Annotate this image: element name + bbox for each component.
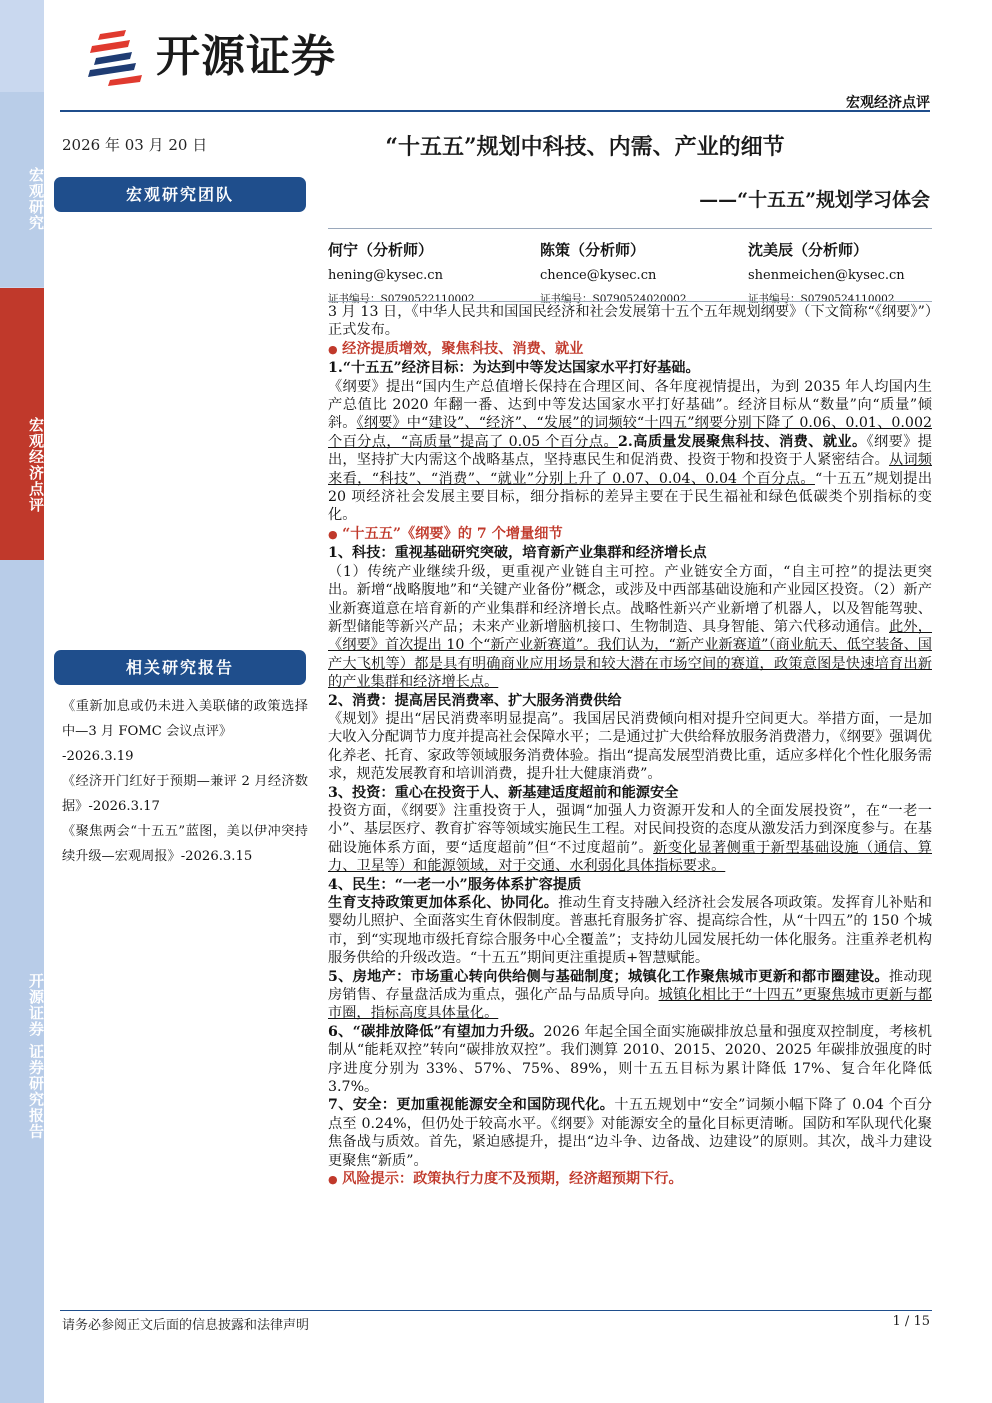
bullet-icon: ● [328, 527, 338, 541]
report-type-label: 宏观经济点评 [846, 95, 930, 111]
section-heading: ● “十五五”《纲要》的 7 个增量细节 [328, 525, 563, 542]
logo-mark-icon [86, 30, 148, 86]
section-heading: ● 经济提质增效，聚焦科技、消费、就业 [328, 340, 584, 357]
page-subtitle: ——“十五五”规划学习体会 [699, 189, 930, 211]
related-report-link[interactable]: 《重新加息或仍未进入美联储的政策选择中—3 月 FOMC 会议点评》 -2026.3.19 [62, 699, 308, 764]
footer-divider [60, 1310, 932, 1311]
author-name: 何宁（分析师） [328, 241, 434, 259]
strip-label-macro-research: 宏观研究 [0, 92, 44, 287]
body-paragraph: 7、安全：更加重视能源安全和国防现代化。十五五规划中“安全”词频小幅下降了 0.04 个百分点至 0.24%，但仍处于较高水平。《纲要》对能源安全的量化目标更清晰。国防和军队现代化聚焦备战与质效。首先，紧迫感提升，提出“边斗争、边备战、边建设”的原则。其次，战斗力建设更聚焦“新质”。 [328, 1097, 932, 1169]
page-number: 1 / 15 [892, 1314, 930, 1329]
author-cert: 证书编号：S0790524110002 [748, 293, 895, 305]
subsection-title: 1.“十五五”经济目标：为达到中等发达国家水平打好基础。 [328, 360, 700, 377]
strip-label-brand: 开源证券 证券研究报告 [0, 560, 44, 1403]
author-card [748, 240, 948, 306]
risk-warning: ● 风险提示：政策执行力度不及预期，经济超预期下行。 [328, 1171, 683, 1188]
company-logo [86, 28, 386, 90]
footer-disclaimer: 请务必参阅正文后面的信息披露和法律声明 [62, 1318, 310, 1333]
team-banner: 宏观研究团队 [54, 177, 306, 212]
intro-paragraph: 3 月 13 日，《中华人民共和国国民经济和社会发展第十五个五年规划纲要》（下文简称“《纲要》”）正式发布。 [328, 304, 932, 339]
author-email[interactable]: chence@kysec.cn [540, 268, 657, 283]
header-divider [60, 110, 930, 112]
related-research-banner: 相关研究报告 [54, 650, 306, 685]
author-card [328, 240, 528, 306]
body-paragraph: （1）传统产业继续升级，更重视产业链自主可控。产业链安全方面，“自主可控”的提法更突出。新增“战略腹地”和“关键产业备份”概念，或涉及中西部基础设施和产业园区投资。（2）新产业新赛道意在培育新的产业集群和经济增长点。战略性新兴产业新增了机器人，以及智能驾驶、新型储能等新兴产品；未来产业新增脑机接口、生物制造、具身智能、第六代移动通信。此外，《纲要》首次提出 10 个“新产业新赛道”。我们认为，“新产业新赛道”（商业航天、低空装备、国产大飞机等）都是具有明确商业应用场景和较大潜在市场空间的赛道，政策意图是快速培育出新的产业集群和经济增长点。 [328, 563, 932, 691]
subsection-title: 1、科技：重视基础研究突破，培育新产业集群和经济增长点 [328, 545, 707, 562]
author-name: 陈策（分析师） [540, 241, 646, 259]
subsection-title: 2、消费：提高居民消费率、扩大服务消费供给 [328, 692, 622, 709]
bullet-icon: ● [328, 342, 338, 356]
body-paragraph: 《纲要》提出“国内生产总值增长保持在合理区间、各年度视情提出，为到 2035 年人均国内生产总值比 2020 年翻一番、达到中等发达国家水平打好基础”。经济目标从“数量”向“质量”倾斜。《纲要》中“建设”、“经济”、“发展”的词频较“十四五”纲要分别下降了 0.06、0.01、0.002 个百分点，“高质量”提高了 0.05 个百分点。2.高质量发展聚焦科技、消费、就业。《纲要》提出，坚持扩大内需这个战略基点，坚持惠民生和促消费、投资于物和投资于人紧密结合。从词频来看，“科技”、“消费”、“就业”分别上升了 0.07、0.04、0.04 个百分点。“十五五”规划提出 20 项经济社会发展主要目标，细分指标的差异主要在于民生福祉和绿色低碳类个别指标的变化。 [328, 378, 933, 524]
author-email[interactable]: shenmeichen@kysec.cn [748, 268, 905, 283]
body-paragraph: 生育支持政策更加体系化、协同化。推动生育支持融入经济社会发展各项政策。发挥育儿补贴和婴幼儿照护、全面落实生育休假制度。普惠托育服务扩容、提高综合性，从“十四五”的 150 个城市，到“实现地市级托育综合服务中心全覆盖”；支持幼儿园发展托幼一体化服务。注重养老机构服务供给的升级改造。“十五五”期间更注重提质+智慧赋能。 [328, 895, 932, 967]
subsection-title: 3、投资：重心在投资于人、新基建适度超前和能源安全 [328, 784, 679, 801]
body-paragraph: 《规划》提出“居民消费率明显提高”。我国居民消费倾向相对提升空间更大。举措方面，一是加大收入分配调节力度并提高社会保障水平；二是通过扩大供给释放服务消费潜力，《纲要》强调优化养老、托育、家政等领域服务消费体验。指出“提高发展型消费比重，适应多样化个性化服务需求，规范发展教育和培训消费，提升壮大健康消费”。 [328, 710, 932, 783]
side-strip [0, 0, 44, 1403]
author-cert: 证书编号：S0790522110002 [328, 293, 475, 305]
authors-divider [328, 301, 932, 302]
body-paragraph: 5、房地产：市场重心转向供给侧与基础制度；城镇化工作聚焦城市更新和都市圈建设。推动现房销售、存量盘活成为重点，强化产品与品质导向。城镇化相比于“十四五”更聚焦城市更新与都市圈，指标高度具体量化。 [328, 968, 932, 1022]
bullet-icon: ● [328, 1173, 338, 1187]
author-card [540, 240, 740, 306]
author-name: 沈美辰（分析师） [748, 241, 869, 259]
title-divider [328, 228, 932, 229]
body-paragraph: 投资方面，《纲要》注重投资于人，强调“加强人力资源开发和人的全面发展投资”，在“一老一小”、基层医疗、教育扩容等领域实施民生工程。对民间投资的态度从激发活力到深度参与。在基础设施体系方面，要“适度超前”但“不过度超前”。新变化显著侧重于新型基础设施（通信、算力、卫星等）和能源领域，对于交通、水利弱化具体指标要求。 [328, 802, 932, 875]
related-report-link[interactable]: 《经济开门红好于预期—兼评 2 月经济数据》-2026.3.17 [62, 774, 308, 814]
related-research-list [62, 694, 308, 869]
author-email[interactable]: hening@kysec.cn [328, 268, 443, 283]
subsection-title: 4、民生：“一老一小”服务体系扩容提质 [328, 876, 582, 893]
strip-label-report-type: 宏观经济点评 [0, 288, 44, 560]
related-report-link[interactable]: 《聚焦两会“十五五”蓝图，美以伊冲突持续升级—宏观周报》-2026.3.15 [62, 824, 308, 864]
logo-wordmark: 开源证券 [156, 31, 336, 82]
report-body [328, 303, 932, 1190]
page-title: “十五五”规划中科技、内需、产业的细节 [385, 134, 785, 160]
author-cert: 证书编号：S0790524020002 [540, 293, 687, 305]
report-date: 2026 年 03 月 20 日 [62, 136, 208, 154]
body-paragraph: 6、“碳排放降低”有望加力升级。2026 年起全国全面实施碳排放总量和强度双控制度，考核机制从“能耗双控”转向“碳排放双控”。我们测算 2010、2015、2020、2025 年碳排放强度的时序进度分别为 33%、57%、75%、89%，则十五五目标为累计降低 17%、复合年化降低 3.7%。 [328, 1023, 932, 1096]
